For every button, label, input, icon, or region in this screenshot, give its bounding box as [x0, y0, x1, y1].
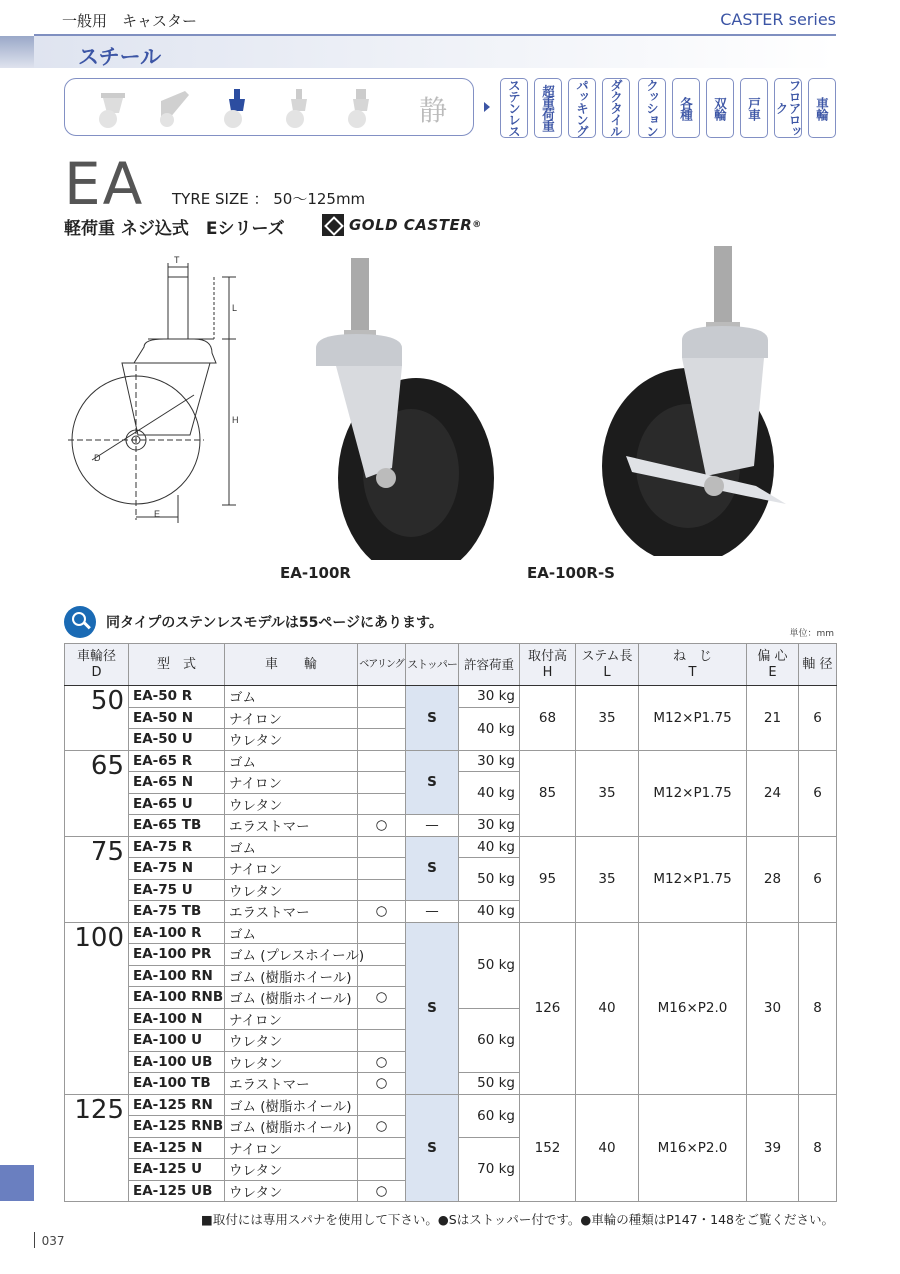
bearing-cell — [358, 1008, 406, 1030]
load-cell: 40 kg — [459, 772, 520, 815]
wheel-cell: エラストマー — [225, 1073, 358, 1095]
thread-cell: M12×P1.75 — [639, 836, 747, 922]
model-cell: EA-125 N — [129, 1137, 225, 1159]
model-cell: EA-65 R — [129, 750, 225, 772]
wheel-diameter: 100 — [65, 922, 129, 1094]
wheel-cell: ナイロン — [225, 1008, 358, 1030]
model-cell: EA-125 UB — [129, 1180, 225, 1202]
wheel-cell: ナイロン — [225, 707, 358, 729]
stem-cell: 40 — [576, 922, 639, 1094]
page-number: 037 — [41, 1234, 65, 1248]
col-header-model: 型 式 — [129, 644, 225, 686]
wheel-cell: ゴム — [225, 686, 358, 708]
wheel-cell: ゴム (プレスホイール) — [225, 944, 358, 966]
gold-caster-logo: GOLD CASTER ® — [322, 213, 482, 237]
stopper-cell: S — [406, 750, 459, 815]
table-row — [65, 1094, 837, 1116]
bearing-cell — [358, 772, 406, 794]
model-code: EA — [64, 150, 145, 218]
bearing-cell: ○ — [358, 1116, 406, 1138]
feature-cushion: クッション — [638, 78, 666, 138]
bearing-cell — [358, 944, 406, 966]
angle-plate-mount-icon — [155, 89, 195, 129]
feature-packing: パッキング — [568, 78, 596, 138]
model-cell: EA-75 R — [129, 836, 225, 858]
stem-cell: 35 — [576, 836, 639, 922]
col-header-stem: ステム長 L — [576, 644, 639, 686]
bearing-cell — [358, 1137, 406, 1159]
model-cell: EA-100 UB — [129, 1051, 225, 1073]
bearing-cell — [358, 879, 406, 901]
height-cell: 95 — [520, 836, 576, 922]
model-cell: EA-65 N — [129, 772, 225, 794]
model-cell: EA-100 N — [129, 1008, 225, 1030]
screw-stem-mount-icon — [217, 89, 257, 129]
section-title: 一般用 キャスター — [62, 12, 198, 30]
mount-type-box — [64, 78, 474, 136]
wheel-cell: ウレタン — [225, 1180, 358, 1202]
dim-label-h: H — [232, 415, 239, 425]
model-cell: EA-75 U — [129, 879, 225, 901]
height-cell: 126 — [520, 922, 576, 1094]
feature-floor-lock: フロアロック — [774, 79, 802, 137]
model-cell: EA-75 N — [129, 858, 225, 880]
wheel-cell: ウレタン — [225, 729, 358, 751]
offset-cell: 24 — [747, 750, 799, 836]
thread-cell: M16×P2.0 — [639, 1094, 747, 1202]
dim-label-e: E — [154, 509, 161, 519]
model-cell: EA-125 U — [129, 1159, 225, 1181]
shaft-cell: 6 — [799, 750, 837, 836]
bearing-cell — [358, 922, 406, 944]
stopper-cell: S — [406, 1094, 459, 1202]
col-header-height: 取付高 H — [520, 644, 576, 686]
col-header-stopper: ストッパー — [406, 644, 459, 686]
category-title: スチール — [78, 45, 162, 69]
wheel-cell: ナイロン — [225, 772, 358, 794]
height-cell: 68 — [520, 686, 576, 751]
feature-door-wheel: 戸車 — [740, 78, 768, 138]
bearing-cell — [358, 750, 406, 772]
search-icon — [64, 606, 96, 638]
wheel-cell: ウレタン — [225, 1051, 358, 1073]
load-cell: 30 kg — [459, 686, 520, 708]
stopper-cell: — — [406, 901, 459, 923]
model-cell: EA-100 TB — [129, 1073, 225, 1095]
wheel-cell: ゴム (樹脂ホイール) — [225, 987, 358, 1009]
bearing-cell — [358, 1094, 406, 1116]
bearing-cell — [358, 1030, 406, 1052]
bearing-cell — [358, 793, 406, 815]
offset-cell: 30 — [747, 922, 799, 1094]
table-row — [65, 922, 837, 944]
wheel-diameter: 65 — [65, 750, 129, 836]
model-cell: EA-50 R — [129, 686, 225, 708]
brand-name: GOLD CASTER — [349, 216, 473, 234]
photo-ea-100r-s — [596, 246, 796, 556]
footnote: ■取付には専用スパナを使用して下さい。●Sはストッパー付です。●車輪の種類はP147・148をご覧ください。 — [201, 1212, 834, 1227]
photo-label-ea-100r-s: EA-100R-S — [527, 564, 615, 582]
wheel-diameter: 50 — [65, 686, 129, 751]
model-cell: EA-65 TB — [129, 815, 225, 837]
wheel-cell: ゴム (樹脂ホイール) — [225, 1116, 358, 1138]
shaft-cell: 8 — [799, 1094, 837, 1202]
feature-wheel: 車輪 — [808, 78, 836, 138]
bearing-cell — [358, 729, 406, 751]
col-header-thread: ね じ T — [639, 644, 747, 686]
model-cell: EA-125 RNB — [129, 1116, 225, 1138]
col-header-shaft: 軸 径 — [799, 644, 837, 686]
feature-twin-wheel: 双輪 — [706, 78, 734, 138]
wheel-cell: ナイロン — [225, 858, 358, 880]
offset-cell: 28 — [747, 836, 799, 922]
wheel-cell: エラストマー — [225, 815, 358, 837]
wheel-diameter: 75 — [65, 836, 129, 922]
static-label: 静 — [419, 94, 448, 127]
table-header-row — [65, 644, 837, 686]
load-cell: 40 kg — [459, 901, 520, 923]
bearing-cell — [358, 1159, 406, 1181]
model-cell: EA-100 U — [129, 1030, 225, 1052]
shaft-cell: 6 — [799, 686, 837, 751]
load-cell: 40 kg — [459, 836, 520, 858]
wheel-cell: ウレタン — [225, 1030, 358, 1052]
feature-various: 各種 — [672, 78, 700, 138]
bearing-cell: ○ — [358, 815, 406, 837]
unit-label: 単位：mm — [789, 629, 834, 639]
dim-label-d: D — [94, 453, 101, 463]
table-row — [65, 750, 837, 772]
bearing-cell: ○ — [358, 1051, 406, 1073]
bearing-cell — [358, 707, 406, 729]
wheel-cell: ウレタン — [225, 879, 358, 901]
model-cell: EA-100 RNB — [129, 987, 225, 1009]
feature-stainless: ステンレス — [500, 78, 528, 138]
load-cell: 70 kg — [459, 1137, 520, 1202]
dim-label-t: T — [174, 255, 180, 265]
thread-cell: M12×P1.75 — [639, 750, 747, 836]
col-header-wheel: 車 輪 — [225, 644, 358, 686]
tyre-size: TYRE SIZE ： 50〜125mm — [172, 190, 366, 208]
bolt-mount-icon — [341, 89, 381, 129]
wheel-cell: ゴム — [225, 836, 358, 858]
load-cell: 30 kg — [459, 750, 520, 772]
photo-label-ea-100r: EA-100R — [280, 564, 351, 582]
gold-caster-mark-icon — [322, 214, 344, 236]
sidebar-tab-top — [0, 0, 34, 70]
caster-technical-drawing — [64, 255, 264, 535]
bearing-cell: ○ — [358, 987, 406, 1009]
stainless-model-note: 同タイプのステンレスモデルは55ページにあります。 — [106, 615, 443, 631]
stem-cell: 35 — [576, 750, 639, 836]
bearing-cell — [358, 836, 406, 858]
model-subtitle: 軽荷重 ネジ込式 Eシリーズ — [64, 219, 285, 239]
bearing-cell — [358, 686, 406, 708]
load-cell: 60 kg — [459, 1008, 520, 1073]
model-cell: EA-50 U — [129, 729, 225, 751]
load-cell: 40 kg — [459, 707, 520, 750]
sidebar-tab-bottom — [0, 1165, 34, 1201]
load-cell: 60 kg — [459, 1094, 520, 1137]
bearing-cell: ○ — [358, 1180, 406, 1202]
bearing-cell: ○ — [358, 1073, 406, 1095]
model-cell: EA-100 RN — [129, 965, 225, 987]
thread-cell: M16×P2.0 — [639, 922, 747, 1094]
feature-ductile: ダクタイル — [602, 78, 630, 138]
photo-ea-100r — [306, 248, 506, 560]
wheel-cell: ナイロン — [225, 1137, 358, 1159]
load-cell: 50 kg — [459, 858, 520, 901]
height-cell: 152 — [520, 1094, 576, 1202]
col-header-load: 許容荷重 — [459, 644, 520, 686]
stopper-cell: S — [406, 686, 459, 751]
table-row — [65, 836, 837, 858]
insert-stem-mount-icon — [279, 89, 319, 129]
wheel-cell: ゴム — [225, 922, 358, 944]
load-cell: 50 kg — [459, 1073, 520, 1095]
col-header-diameter: 車輪径 D — [65, 644, 129, 686]
feature-heavy-load: 超重荷重 — [534, 78, 562, 138]
bearing-cell — [358, 965, 406, 987]
stopper-cell: S — [406, 836, 459, 901]
spec-table — [64, 643, 837, 1202]
load-cell: 30 kg — [459, 815, 520, 837]
offset-cell: 21 — [747, 686, 799, 751]
shaft-cell: 6 — [799, 836, 837, 922]
offset-cell: 39 — [747, 1094, 799, 1202]
model-cell: EA-75 TB — [129, 901, 225, 923]
table-row — [65, 686, 837, 708]
col-header-bearing: ベアリング — [358, 644, 406, 686]
wheel-cell: ゴム — [225, 750, 358, 772]
model-cell: EA-125 RN — [129, 1094, 225, 1116]
bearing-cell — [358, 858, 406, 880]
wheel-cell: ウレタン — [225, 793, 358, 815]
stem-cell: 40 — [576, 1094, 639, 1202]
model-cell: EA-100 R — [129, 922, 225, 944]
stem-cell: 35 — [576, 686, 639, 751]
model-cell: EA-100 PR — [129, 944, 225, 966]
stopper-cell: — — [406, 815, 459, 837]
thread-cell: M12×P1.75 — [639, 686, 747, 751]
stopper-cell: S — [406, 922, 459, 1094]
wheel-diameter: 125 — [65, 1094, 129, 1202]
series-title: CASTER series — [720, 10, 836, 29]
load-cell: 50 kg — [459, 922, 520, 1008]
arrow-right-icon — [484, 102, 490, 112]
wheel-cell: ゴム (樹脂ホイール) — [225, 1094, 358, 1116]
col-header-offset: 偏 心 E — [747, 644, 799, 686]
model-cell: EA-50 N — [129, 707, 225, 729]
shaft-cell: 8 — [799, 922, 837, 1094]
dim-label-l: L — [232, 303, 238, 313]
wheel-cell: ゴム (樹脂ホイール) — [225, 965, 358, 987]
model-cell: EA-65 U — [129, 793, 225, 815]
bearing-cell: ○ — [358, 901, 406, 923]
height-cell: 85 — [520, 750, 576, 836]
plate-mount-icon — [93, 89, 133, 129]
wheel-cell: ウレタン — [225, 1159, 358, 1181]
wheel-cell: エラストマー — [225, 901, 358, 923]
